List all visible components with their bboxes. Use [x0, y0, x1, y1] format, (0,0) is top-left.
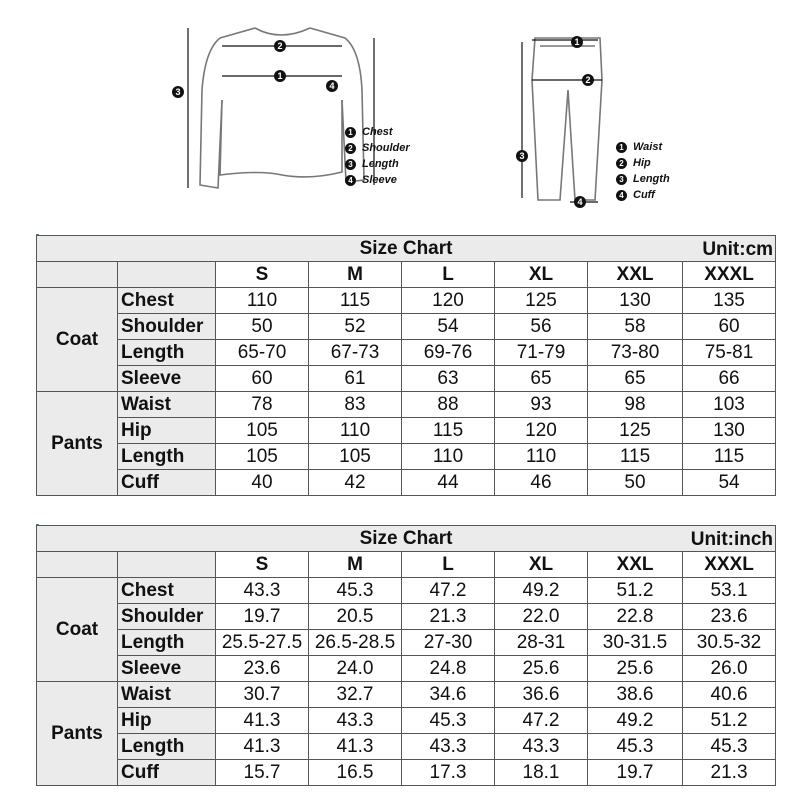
size-header: XXL — [588, 552, 683, 578]
value-cell: 60 — [216, 366, 309, 392]
value-cell: 49.2 — [588, 708, 683, 734]
value-cell: 45.3 — [402, 708, 495, 734]
measurement-label: Hip — [118, 708, 216, 734]
value-cell: 110 — [402, 444, 495, 470]
table-row — [37, 314, 776, 340]
table-title-row — [37, 526, 776, 552]
size-header-row — [37, 552, 776, 578]
value-cell: 130 — [683, 418, 776, 444]
group-label: Pants — [37, 392, 118, 496]
value-cell: 26.5-28.5 — [309, 630, 402, 656]
value-cell: 41.3 — [309, 734, 402, 760]
value-cell: 40 — [216, 470, 309, 496]
empty-header-cell — [37, 262, 118, 288]
value-cell: 54 — [683, 470, 776, 496]
value-cell: 125 — [588, 418, 683, 444]
size-header: M — [309, 262, 402, 288]
value-cell: 45.3 — [588, 734, 683, 760]
value-cell: 45.3 — [309, 578, 402, 604]
value-cell: 42 — [309, 470, 402, 496]
number-badge: 2 — [616, 158, 627, 169]
value-cell: 21.3 — [402, 604, 495, 630]
value-cell: 120 — [495, 418, 588, 444]
value-cell: 110 — [216, 288, 309, 314]
table-title-cell — [37, 526, 776, 552]
table-row — [37, 760, 776, 786]
table-row — [37, 288, 776, 314]
value-cell: 75-81 — [683, 340, 776, 366]
measurement-label: Sleeve — [118, 366, 216, 392]
measurement-label: Shoulder — [118, 604, 216, 630]
value-cell: 44 — [402, 470, 495, 496]
value-cell: 105 — [216, 444, 309, 470]
legend-item — [345, 140, 410, 156]
size-header: S — [216, 552, 309, 578]
value-cell: 98 — [588, 392, 683, 418]
legend-item — [345, 172, 410, 188]
value-cell: 103 — [683, 392, 776, 418]
table-row — [37, 340, 776, 366]
value-cell: 22.8 — [588, 604, 683, 630]
value-cell: 25.6 — [588, 656, 683, 682]
value-cell: 135 — [683, 288, 776, 314]
value-cell: 36.6 — [495, 682, 588, 708]
svg-text:4: 4 — [577, 197, 583, 207]
value-cell: 41.3 — [216, 734, 309, 760]
value-cell: 110 — [495, 444, 588, 470]
table-row — [37, 392, 776, 418]
value-cell: 30-31.5 — [588, 630, 683, 656]
value-cell: 65 — [495, 366, 588, 392]
size-header: L — [402, 262, 495, 288]
value-cell: 54 — [402, 314, 495, 340]
value-cell: 16.5 — [309, 760, 402, 786]
table-row — [37, 656, 776, 682]
measurement-label: Length — [118, 444, 216, 470]
value-cell: 41.3 — [216, 708, 309, 734]
svg-text:3: 3 — [175, 87, 181, 97]
size-header: XXXL — [683, 552, 776, 578]
size-header: XL — [495, 552, 588, 578]
size-header: XL — [495, 262, 588, 288]
value-cell: 115 — [683, 444, 776, 470]
value-cell: 20.5 — [309, 604, 402, 630]
value-cell: 65 — [588, 366, 683, 392]
value-cell: 110 — [309, 418, 402, 444]
value-cell: 15.7 — [216, 760, 309, 786]
table-row — [37, 604, 776, 630]
measurement-label: Length — [118, 340, 216, 366]
value-cell: 115 — [309, 288, 402, 314]
value-cell: 50 — [216, 314, 309, 340]
value-cell: 46 — [495, 470, 588, 496]
table-row — [37, 470, 776, 496]
size-header-row — [37, 262, 776, 288]
pants-legend — [616, 139, 670, 203]
value-cell: 66 — [683, 366, 776, 392]
value-cell: 27-30 — [402, 630, 495, 656]
value-cell: 71-79 — [495, 340, 588, 366]
value-cell: 23.6 — [683, 604, 776, 630]
value-cell: 30.7 — [216, 682, 309, 708]
table-row — [37, 682, 776, 708]
value-cell: 51.2 — [683, 708, 776, 734]
value-cell: 32.7 — [309, 682, 402, 708]
value-cell: 18.1 — [495, 760, 588, 786]
measurement-label: Waist — [118, 682, 216, 708]
group-label: Pants — [37, 682, 118, 786]
table-row — [37, 578, 776, 604]
value-cell: 58 — [588, 314, 683, 340]
size-header: M — [309, 552, 402, 578]
empty-header-cell — [118, 262, 216, 288]
value-cell: 65-70 — [216, 340, 309, 366]
value-cell: 63 — [402, 366, 495, 392]
svg-text:2: 2 — [277, 41, 283, 51]
svg-text:4: 4 — [329, 81, 335, 91]
legend-item — [345, 124, 410, 140]
measurement-label: Cuff — [118, 760, 216, 786]
value-cell: 43.3 — [216, 578, 309, 604]
unit-label: Unit:inch — [690, 529, 774, 550]
value-cell: 43.3 — [495, 734, 588, 760]
value-cell: 56 — [495, 314, 588, 340]
legend-label: Chest — [362, 126, 393, 138]
value-cell: 23.6 — [216, 656, 309, 682]
measurement-label: Cuff — [118, 470, 216, 496]
svg-text:1: 1 — [574, 37, 580, 47]
value-cell: 61 — [309, 366, 402, 392]
value-cell: 26.0 — [683, 656, 776, 682]
unit-label: Unit:cm — [702, 239, 774, 260]
measurement-label: Chest — [118, 578, 216, 604]
value-cell: 105 — [216, 418, 309, 444]
measurement-label: Waist — [118, 392, 216, 418]
table-title-row — [37, 236, 776, 262]
table-row — [37, 734, 776, 760]
value-cell: 34.6 — [402, 682, 495, 708]
value-cell: 30.5-32 — [683, 630, 776, 656]
value-cell: 17.3 — [402, 760, 495, 786]
size-header: S — [216, 262, 309, 288]
legend-label: Cuff — [633, 189, 655, 201]
svg-text:3: 3 — [519, 151, 525, 161]
table-row — [37, 708, 776, 734]
value-cell: 120 — [402, 288, 495, 314]
value-cell: 50 — [588, 470, 683, 496]
number-badge: 4 — [616, 190, 627, 201]
coat-legend — [345, 124, 410, 188]
group-label: Coat — [37, 288, 118, 392]
value-cell: 73-80 — [588, 340, 683, 366]
value-cell: 130 — [588, 288, 683, 314]
table-row — [37, 418, 776, 444]
legend-item — [616, 139, 670, 155]
number-badge: 3 — [345, 159, 356, 170]
empty-header-cell — [118, 552, 216, 578]
value-cell: 40.6 — [683, 682, 776, 708]
empty-header-cell — [37, 552, 118, 578]
legend-label: Shoulder — [362, 142, 410, 154]
size-header: L — [402, 552, 495, 578]
value-cell: 24.8 — [402, 656, 495, 682]
table-row — [37, 630, 776, 656]
table-title: Size Chart — [359, 237, 453, 259]
value-cell: 51.2 — [588, 578, 683, 604]
size-chart-cm — [36, 235, 776, 496]
size-chart-inch — [36, 525, 776, 786]
size-header: XXL — [588, 262, 683, 288]
number-badge: 2 — [345, 143, 356, 154]
measurement-label: Length — [118, 630, 216, 656]
value-cell: 24.0 — [309, 656, 402, 682]
svg-text:1: 1 — [277, 71, 283, 81]
number-badge: 1 — [345, 127, 356, 138]
pants-measurement-diagram — [510, 30, 620, 210]
size-header: XXXL — [683, 262, 776, 288]
legend-item — [345, 156, 410, 172]
legend-label: Length — [633, 173, 670, 185]
legend-label: Hip — [633, 157, 651, 169]
table-row — [37, 444, 776, 470]
value-cell: 53.1 — [683, 578, 776, 604]
value-cell: 67-73 — [309, 340, 402, 366]
value-cell: 60 — [683, 314, 776, 340]
value-cell: 93 — [495, 392, 588, 418]
value-cell: 105 — [309, 444, 402, 470]
value-cell: 21.3 — [683, 760, 776, 786]
value-cell: 43.3 — [402, 734, 495, 760]
value-cell: 38.6 — [588, 682, 683, 708]
value-cell: 115 — [402, 418, 495, 444]
value-cell: 25.5-27.5 — [216, 630, 309, 656]
value-cell: 47.2 — [402, 578, 495, 604]
number-badge: 3 — [616, 174, 627, 185]
value-cell: 88 — [402, 392, 495, 418]
measurement-label: Shoulder — [118, 314, 216, 340]
legend-label: Sleeve — [362, 174, 397, 186]
legend-label: Waist — [633, 141, 663, 153]
number-badge: 4 — [345, 175, 356, 186]
value-cell: 19.7 — [588, 760, 683, 786]
value-cell: 47.2 — [495, 708, 588, 734]
svg-text:2: 2 — [585, 75, 591, 85]
measurement-label: Hip — [118, 418, 216, 444]
value-cell: 45.3 — [683, 734, 776, 760]
group-label: Coat — [37, 578, 118, 682]
legend-item — [616, 171, 670, 187]
measurement-label: Sleeve — [118, 656, 216, 682]
value-cell: 125 — [495, 288, 588, 314]
table-title-cell — [37, 236, 776, 262]
measurement-label: Length — [118, 734, 216, 760]
value-cell: 19.7 — [216, 604, 309, 630]
legend-item — [616, 155, 670, 171]
legend-item — [616, 187, 670, 203]
value-cell: 22.0 — [495, 604, 588, 630]
number-badge: 1 — [616, 142, 627, 153]
table-title: Size Chart — [359, 527, 453, 549]
table-row — [37, 366, 776, 392]
value-cell: 78 — [216, 392, 309, 418]
value-cell: 43.3 — [309, 708, 402, 734]
value-cell: 49.2 — [495, 578, 588, 604]
value-cell: 115 — [588, 444, 683, 470]
value-cell: 28-31 — [495, 630, 588, 656]
value-cell: 25.6 — [495, 656, 588, 682]
measurement-label: Chest — [118, 288, 216, 314]
value-cell: 83 — [309, 392, 402, 418]
legend-label: Length — [362, 158, 399, 170]
value-cell: 52 — [309, 314, 402, 340]
value-cell: 69-76 — [402, 340, 495, 366]
